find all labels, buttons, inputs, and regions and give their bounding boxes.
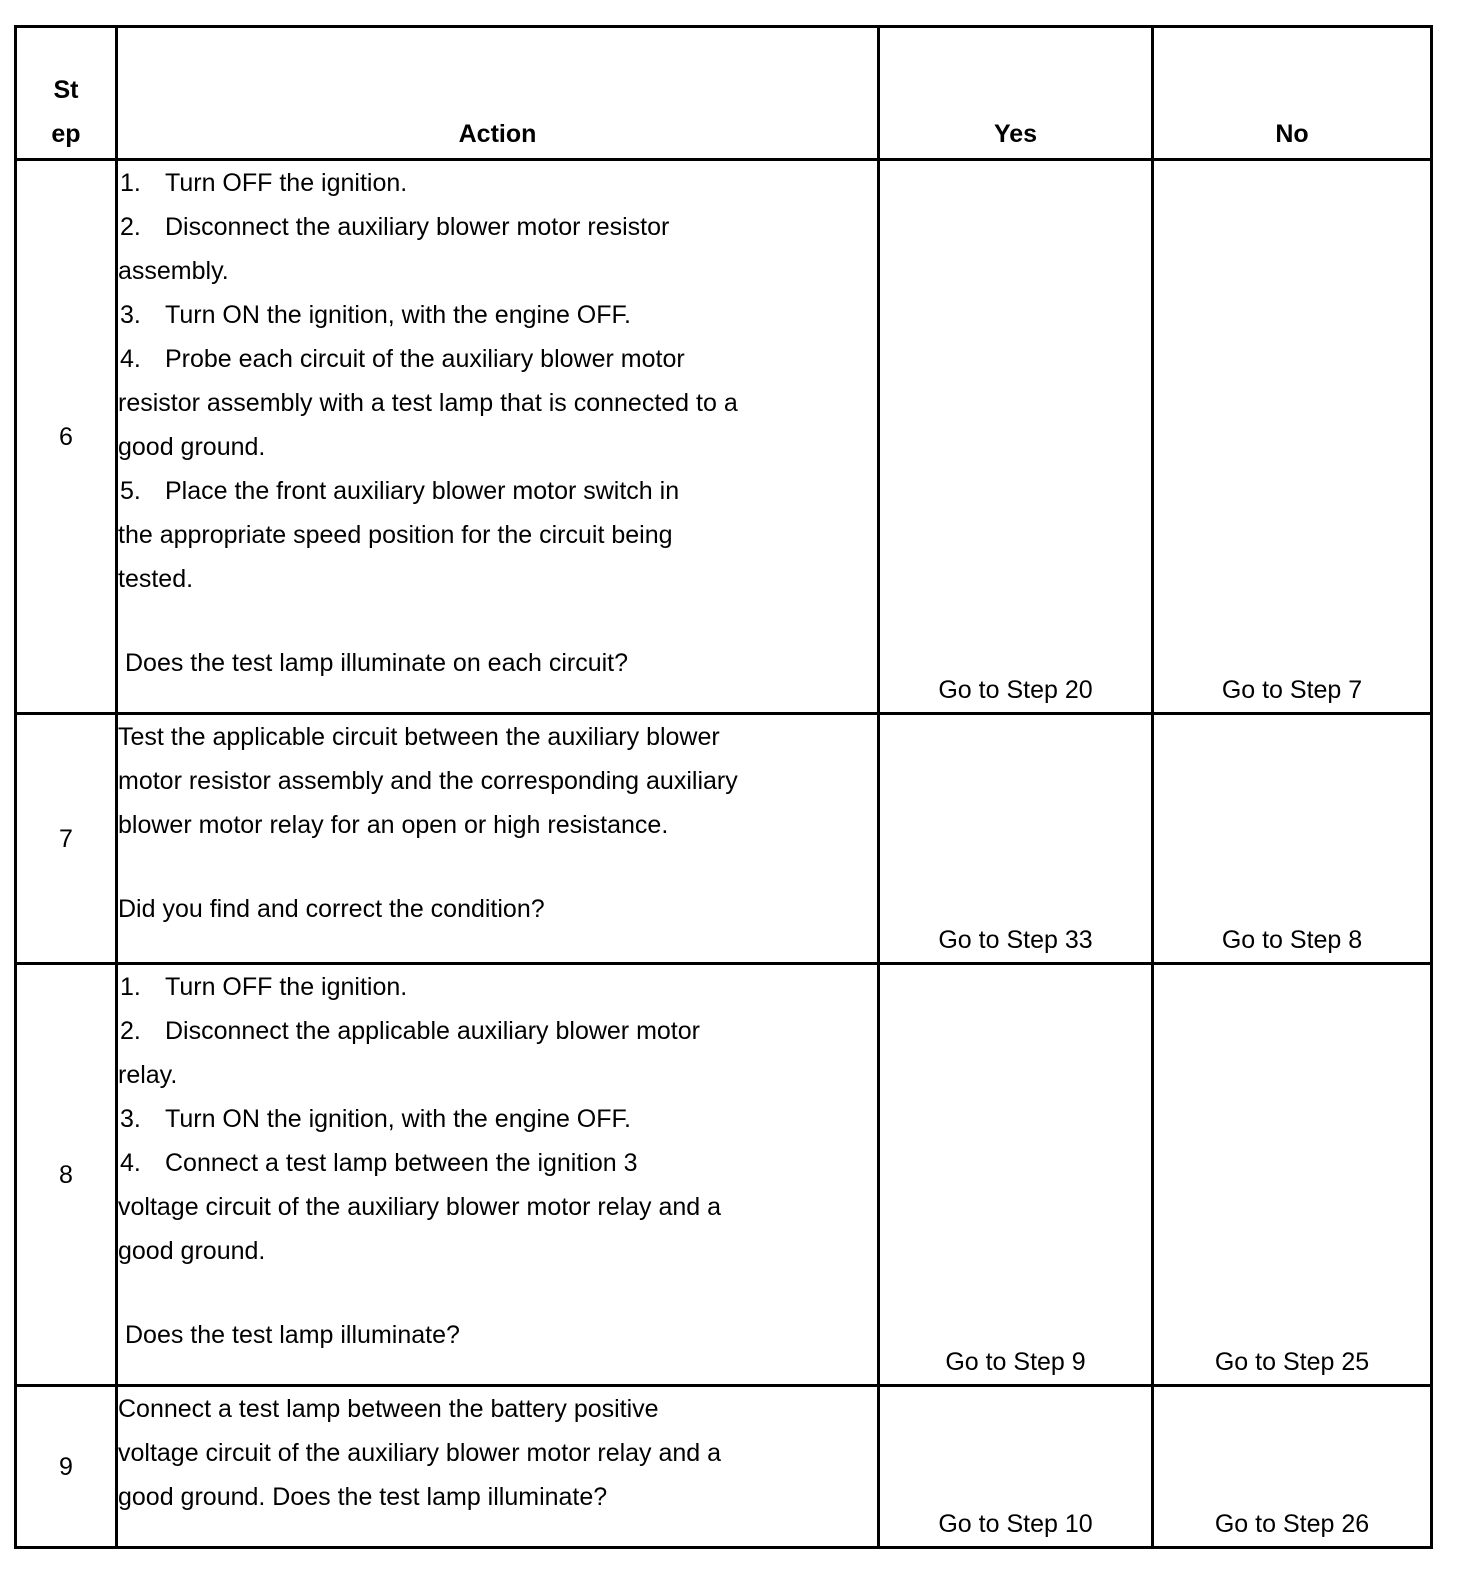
yes-result: Go to Step 9 — [879, 964, 1153, 1386]
table-row — [16, 714, 1432, 964]
no-result: Go to Step 25 — [1153, 964, 1432, 1386]
header-row — [16, 27, 1432, 160]
yes-result: Go to Step 33 — [879, 714, 1153, 964]
action-line: good ground. — [118, 1237, 266, 1265]
table-row — [16, 1386, 1432, 1548]
diagnostic-table — [14, 25, 1433, 1549]
header-action: Action — [117, 27, 879, 160]
header-step-line1: St — [53, 76, 79, 104]
no-result: Go to Step 26 — [1153, 1386, 1432, 1548]
action-line: voltage circuit of the auxiliary blower motor relay and a — [118, 1193, 722, 1221]
action-line: 3. Turn ON the ignition, with the engine OFF. — [120, 1105, 631, 1133]
action-line: 1. Turn OFF the ignition. — [120, 973, 408, 1001]
action-line: Connect a test lamp between the battery positive — [118, 1395, 659, 1423]
step-number: 6 — [16, 160, 117, 714]
action-line: the appropriate speed position for the circuit being — [118, 521, 673, 549]
table-row — [16, 160, 1432, 714]
table-row — [16, 964, 1432, 1386]
action-line: good ground. Does the test lamp illuminate? — [118, 1483, 608, 1511]
action-cell — [117, 964, 879, 1386]
action-line: 1. Turn OFF the ignition. — [120, 169, 408, 197]
action-line: resistor assembly with a test lamp that is connected to a — [118, 389, 738, 417]
step-number: 7 — [16, 714, 117, 964]
no-result: Go to Step 7 — [1153, 160, 1432, 714]
yes-result: Go to Step 10 — [879, 1386, 1153, 1548]
action-cell — [117, 714, 879, 964]
action-question: Does the test lamp illuminate? — [125, 1321, 460, 1349]
action-line: assembly. — [118, 257, 229, 285]
action-line: voltage circuit of the auxiliary blower motor relay and a — [118, 1439, 722, 1467]
action-line: good ground. — [118, 433, 266, 461]
action-line: 4. Probe each circuit of the auxiliary blower motor — [120, 345, 685, 373]
action-line: Test the applicable circuit between the auxiliary blower — [118, 723, 720, 751]
action-line: motor resistor assembly and the corresponding auxiliary — [118, 767, 738, 795]
action-question: Did you find and correct the condition? — [118, 895, 545, 923]
header-no: No — [1153, 27, 1432, 160]
action-line: blower motor relay for an open or high resistance. — [118, 811, 669, 839]
yes-result: Go to Step 20 — [879, 160, 1153, 714]
header-yes: Yes — [879, 27, 1153, 160]
action-cell — [117, 160, 879, 714]
action-line: 4. Connect a test lamp between the ignition 3 — [120, 1149, 638, 1177]
action-line: relay. — [118, 1061, 178, 1089]
action-line: tested. — [118, 565, 194, 593]
action-line: 5. Place the front auxiliary blower motor switch in — [120, 477, 680, 505]
action-cell — [117, 1386, 879, 1548]
action-line: 2. Disconnect the applicable auxiliary blower motor — [120, 1017, 700, 1045]
action-line: 3. Turn ON the ignition, with the engine OFF. — [120, 301, 631, 329]
action-question: Does the test lamp illuminate on each circuit? — [125, 649, 629, 677]
action-line: 2. Disconnect the auxiliary blower motor resistor — [120, 213, 670, 241]
header-step-line2: ep — [51, 120, 81, 148]
step-number: 9 — [16, 1386, 117, 1548]
step-number: 8 — [16, 964, 117, 1386]
no-result: Go to Step 8 — [1153, 714, 1432, 964]
header-step — [16, 27, 117, 160]
